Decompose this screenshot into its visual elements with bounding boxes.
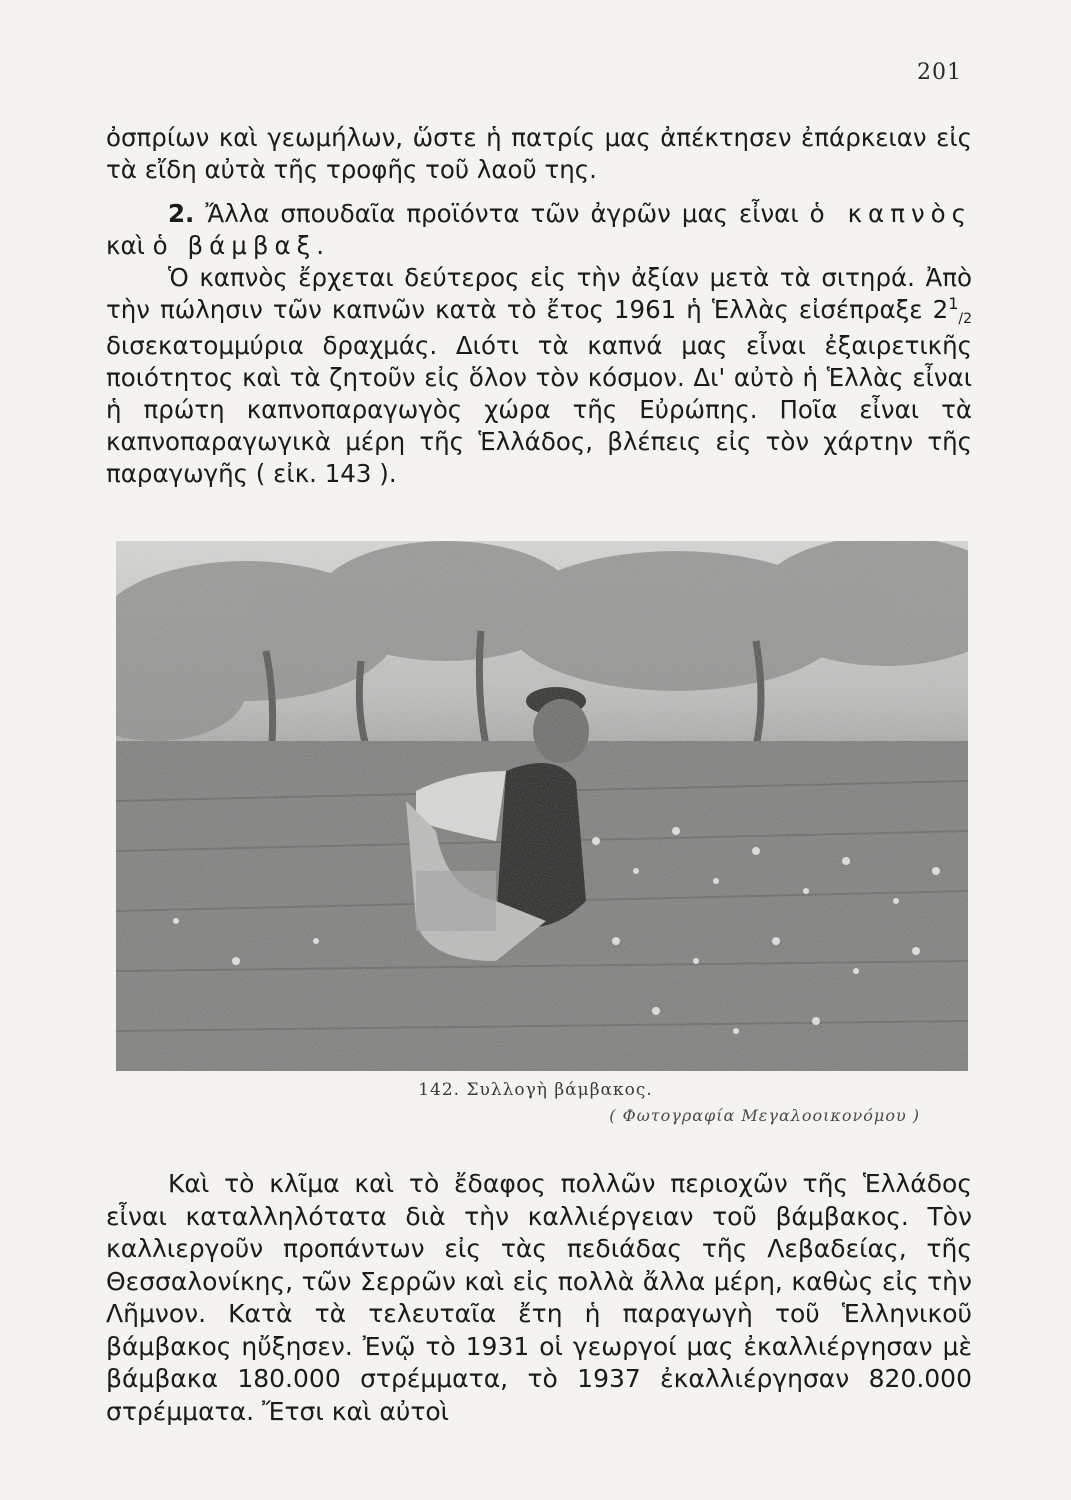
section-number: 2. xyxy=(168,199,195,228)
cotton-picking-photo xyxy=(116,541,968,1071)
term-tobacco: ὁ καπνὸς xyxy=(809,199,973,228)
photo-credit: ( Φωτογραφία Μεγαλοοικονόμου ) xyxy=(609,1106,920,1125)
fraction-numerator: 1 xyxy=(948,294,959,313)
top-text-block xyxy=(106,122,972,490)
figure-caption: 142. Συλλογὴ βάμβακος. xyxy=(418,1080,653,1100)
fraction-denominator: /2 xyxy=(958,311,972,327)
paragraph-cotton: Καὶ τὸ κλῖμα καὶ τὸ ἔδαφος πολλῶν περιοχῶν τῆς Ἑλλάδος εἶναι καταλληλότατα διὰ τὴν καλλιέργειαν τοῦ βάμβακος. Τὸν καλλιεργοῦν προπάντων εἰς τὰς πεδιάδας τῆς Λεβαδείας, τῆς Θεσσαλονίκης, τῶν Σερρῶν καὶ εἰς πολλὰ ἄλλα μέρη, καθὼς εἰς τὴν Λῆμνον. Κατὰ τὰ τελευταῖα ἔτη ἡ παραγωγὴ τοῦ Ἑλληνικοῦ βάμβακος ηὔξησεν. Ἐνῷ τὸ 1931 οἱ γεωργοί μας ἐκαλλιέργησαν μὲ βάμβακα 180.000 στρέμματα, τὸ 1937 ἐκαλλιέργησαν 820.000 στρέμματα. Ἔτσι καὶ αὐτοὶ xyxy=(106,1169,972,1426)
bottom-text-block xyxy=(106,1168,972,1428)
paragraph-tobacco xyxy=(106,262,972,490)
paragraph-products-text-a: Ἄλλα σπουδαῖα προϊόντα τῶν ἀγρῶν μας εἶναι xyxy=(194,199,810,228)
paragraph-legumes: ὀσπρίων καὶ γεωμήλων, ὥστε ἡ πατρίς μας ἀπέκτησεν ἐπάρκειαν εἰς τὰ εἴδη αὐτὰ τῆς τροφῆς τοῦ λαοῦ της. xyxy=(106,123,972,184)
photo-grain xyxy=(116,541,968,1071)
paragraph-products-text-b: καὶ xyxy=(106,231,153,260)
paragraph-products xyxy=(106,198,972,262)
paragraph-tobacco-text-b: δισεκατομμύρια δραχμάς. Διότι τὰ καπνά μας εἶναι ἐξαιρετικῆς ποιότητος καὶ τὰ ζητοῦν εἰς ὅλον τὸν κόσμον. Δι' αὐτὸ ἡ Ἑλλὰς εἶναι ἡ πρώτη καπνοπαραγωγὸς χώρα τῆς Εὐρώπης. Ποῖα εἶναι τὰ καπνοπαραγωγικὰ μέρη τῆς Ἑλλάδος, βλέπεις εἰς τὸν χάρτην τῆς παραγωγῆς ( εἰκ. 143 ). xyxy=(106,331,972,488)
page-number: 201 xyxy=(917,60,962,85)
term-cotton: ὁ βάμβαξ. xyxy=(152,231,331,260)
paragraph-tobacco-text-a: Ὁ καπνὸς ἔρχεται δεύτερος εἰς τὴν ἀξίαν μετὰ τὰ σιτηρά. Ἀπὸ τὴν πώλησιν τῶν καπνῶν κατὰ τὸ ἔτος 1961 ἡ Ἑλλὰς εἰσέπραξε 2 xyxy=(106,263,972,324)
